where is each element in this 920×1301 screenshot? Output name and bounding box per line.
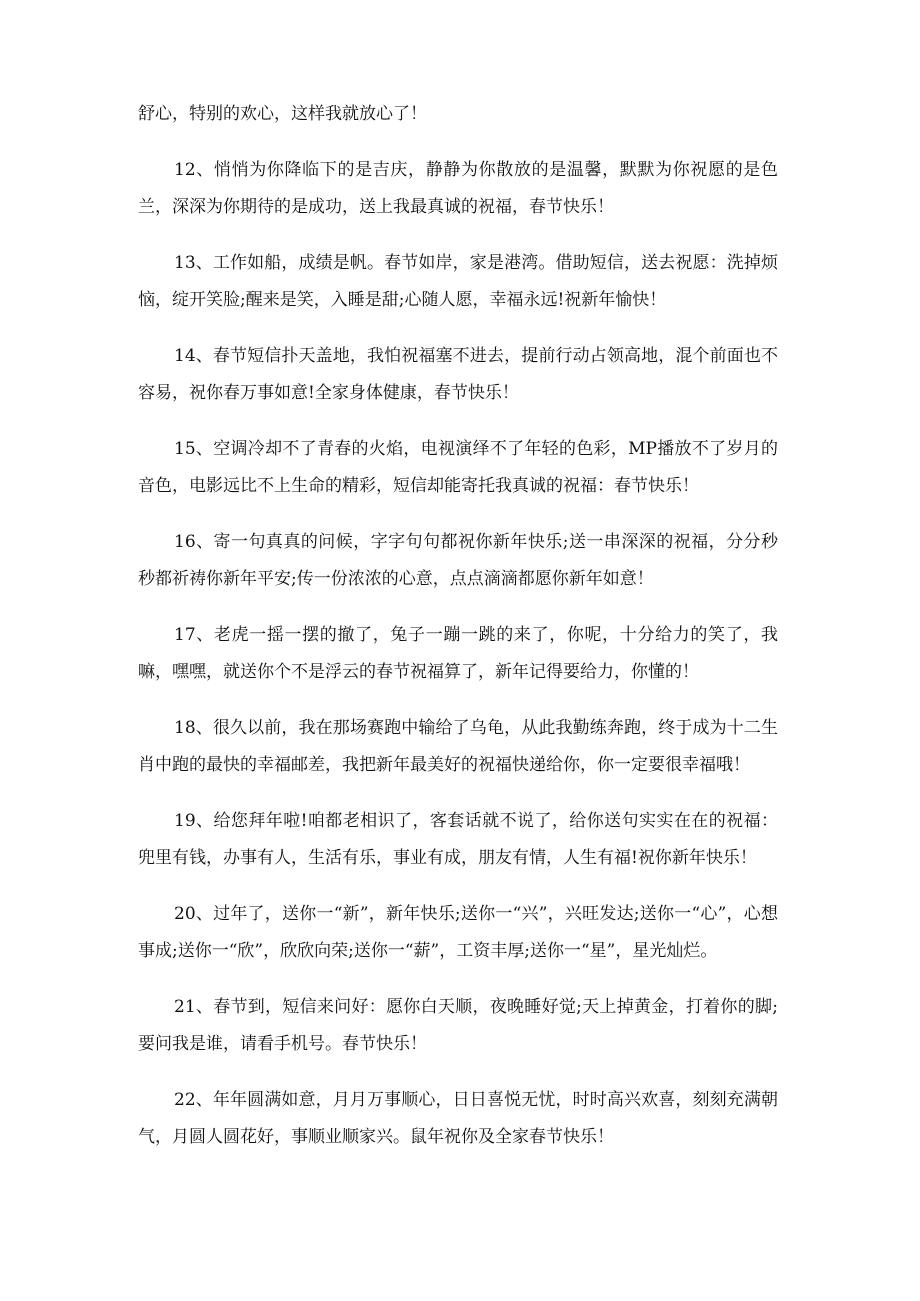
paragraph-19: 19、给您拜年啦!咱都老相识了，客套话就不说了，给你送句实实在在的祝福：兜里有钱，办事有人，生活有乐，事业有成，朋友有情，人生有福!祝你新年快乐！ bbox=[138, 811, 778, 868]
paragraph-20: 20、过年了，送你一“新”，新年快乐;送你一“兴”，兴旺发达;送你一“心”，心想事成;送你一“欣”，欣欣向荣;送你一“薪”，工资丰厚;送你一“星”，星光灿烂。 bbox=[138, 904, 778, 961]
paragraph-15: 15、空调冷却不了青春的火焰，电视演绎不了年轻的色彩，MP播放不了岁月的音色，电影远比不上生命的精彩，短信却能寄托我真诚的祝福：春节快乐！ bbox=[138, 439, 778, 496]
paragraph-22: 22、年年圆满如意，月月万事顺心，日日喜悦无忧，时时高兴欢喜，刻刻充满朝气，月圆人圆花好，事顺业顺家兴。鼠年祝你及全家春节快乐！ bbox=[138, 1090, 778, 1147]
paragraph-18: 18、很久以前，我在那场赛跑中输给了乌龟，从此我勤练奔跑，终于成为十二生肖中跑的最快的幸福邮差，我把新年最美好的祝福快递给你，你一定要很幸福哦！ bbox=[138, 718, 778, 775]
paragraph-16: 16、寄一句真真的问候，字字句句都祝你新年快乐;送一串深深的祝福，分分秒秒都祈祷你新年平安;传一份浓浓的心意，点点滴滴都愿你新年如意！ bbox=[138, 532, 778, 589]
paragraph-13: 13、工作如船，成绩是帆。春节如岸，家是港湾。借助短信，送去祝愿：洗掉烦恼，绽开笑脸;醒来是笑，入睡是甜;心随人愿，幸福永远!祝新年愉快！ bbox=[138, 253, 778, 310]
paragraph-17: 17、老虎一摇一摆的撤了，兔子一蹦一跳的来了，你呢，十分给力的笑了，我嘛，嘿嘿，就送你个不是浮云的春节祝福算了，新年记得要给力，你懂的！ bbox=[138, 625, 778, 682]
paragraph-continued: 舒心，特别的欢心，这样我就放心了！ bbox=[138, 104, 427, 124]
paragraph-21: 21、春节到，短信来问好：愿你白天顺，夜晚睡好觉;天上掉黄金，打着你的脚;要问我是谁，请看手机号。春节快乐！ bbox=[138, 997, 778, 1054]
paragraph-12: 12、悄悄为你降临下的是吉庆，静静为你散放的是温馨，默默为你祝愿的是色兰，深深为你期待的是成功，送上我最真诚的祝福，春节快乐！ bbox=[138, 160, 778, 217]
paragraph-14: 14、春节短信扑天盖地，我怕祝福塞不进去，提前行动占领高地，混个前面也不容易，祝你春万事如意!全家身体健康，春节快乐！ bbox=[138, 346, 778, 403]
document-body bbox=[138, 96, 778, 1175]
